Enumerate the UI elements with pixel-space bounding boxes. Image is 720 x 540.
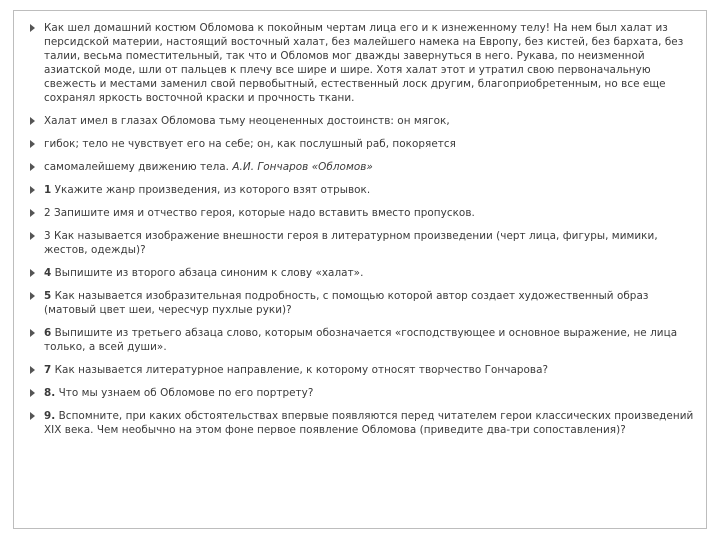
bullet-arrow-icon: [30, 329, 35, 337]
question-7: [14, 363, 708, 377]
question-number: 4: [44, 267, 52, 279]
list-item-passage-2: [14, 114, 708, 128]
bullet-arrow-icon: [30, 389, 35, 397]
bullet-arrow-icon: [30, 292, 35, 300]
question-number: 2: [44, 207, 51, 219]
question-number: 7: [44, 364, 52, 376]
bullet-arrow-icon: [30, 140, 35, 148]
bullet-arrow-icon: [30, 232, 35, 240]
question-text: Выпишите из второго абзаца синоним к слову «халат».: [51, 267, 364, 279]
question-number: 1: [44, 184, 52, 196]
passage-text: Как шел домашний костюм Обломова к покойным чертам лица его и к изнеженному телу! На нем был халат из персидской материи, настоящий восточный халат, без малейшего намека на Европу, без кистей, без бархата, без талии, весьма поместительный, так что и Обломов мог дважды завернуться в него. Рукава, по неизменной азиатской моде, шли от пальцев к плечу все шире и шире. Хотя халат этот и утратил свою первоначальную свежесть и местами заменил свой первобытный, естественный лоск другим, благоприобретенным, но все еще сохранял яркость восточной краски и прочность ткани.: [44, 22, 684, 104]
question-number: 5: [44, 290, 52, 302]
question-4: [14, 266, 708, 280]
list-item-passage: [14, 21, 708, 105]
list-item-passage-3: [14, 137, 708, 151]
list-item-passage-4: [14, 160, 708, 174]
question-text: Как называется изобразительная подробность, с помощью которой автор создает художественный образ (матовый цвет шеи, чересчур пухлые руки)?: [44, 290, 649, 316]
question-2: [14, 206, 708, 220]
passage-text: самомалейшему движению тела.: [44, 161, 233, 173]
bullet-arrow-icon: [30, 269, 35, 277]
slide: [13, 10, 707, 529]
question-number: 3: [44, 230, 51, 242]
bullet-arrow-icon: [30, 24, 35, 32]
bullet-arrow-icon: [30, 186, 35, 194]
question-text: Запишите имя и отчество героя, которые надо вставить вместо пропусков.: [50, 207, 475, 219]
bullet-arrow-icon: [30, 366, 35, 374]
bullet-arrow-icon: [30, 163, 35, 171]
passage-text: Халат имел в глазах Обломова тьму неоцененных достоинств: он мягок,: [44, 115, 450, 127]
question-text: Как называется изображение внешности героя в литературном произведении (черт лица, фигуры, мимики, жестов, одежды)?: [44, 230, 658, 256]
question-8: [14, 386, 708, 400]
question-3: [14, 229, 708, 257]
bullet-arrow-icon: [30, 117, 35, 125]
question-1: [14, 183, 708, 197]
source-citation: А.И. Гончаров «Обломов»: [232, 161, 373, 173]
question-number: 9.: [44, 410, 56, 422]
question-number: 8.: [44, 387, 56, 399]
question-text: Выпишите из третьего абзаца слово, которым обозначается «господствующее и основное выражение, не лица только, а всей души».: [44, 327, 678, 353]
question-9: [14, 409, 708, 437]
question-text: Укажите жанр произведения, из которого взят отрывок.: [51, 184, 371, 196]
question-6: [14, 326, 708, 354]
content-list: [14, 15, 708, 437]
question-number: 6: [44, 327, 52, 339]
bullet-arrow-icon: [30, 412, 35, 420]
passage-text: гибок; тело не чувствует его на себе; он, как послушный раб, покоряется: [44, 138, 456, 150]
bullet-arrow-icon: [30, 209, 35, 217]
question-5: [14, 289, 708, 317]
question-text: Вспомните, при каких обстоятельствах впервые появляются перед читателем герои классических произведений XIX века. Чем необычно на этом фоне первое появление Обломова (приведите два-три сопоставления)?: [44, 410, 694, 436]
question-text: Как называется литературное направление, к которому относят творчество Гончарова?: [51, 364, 549, 376]
question-text: Что мы узнаем об Обломове по его портрету?: [55, 387, 314, 399]
